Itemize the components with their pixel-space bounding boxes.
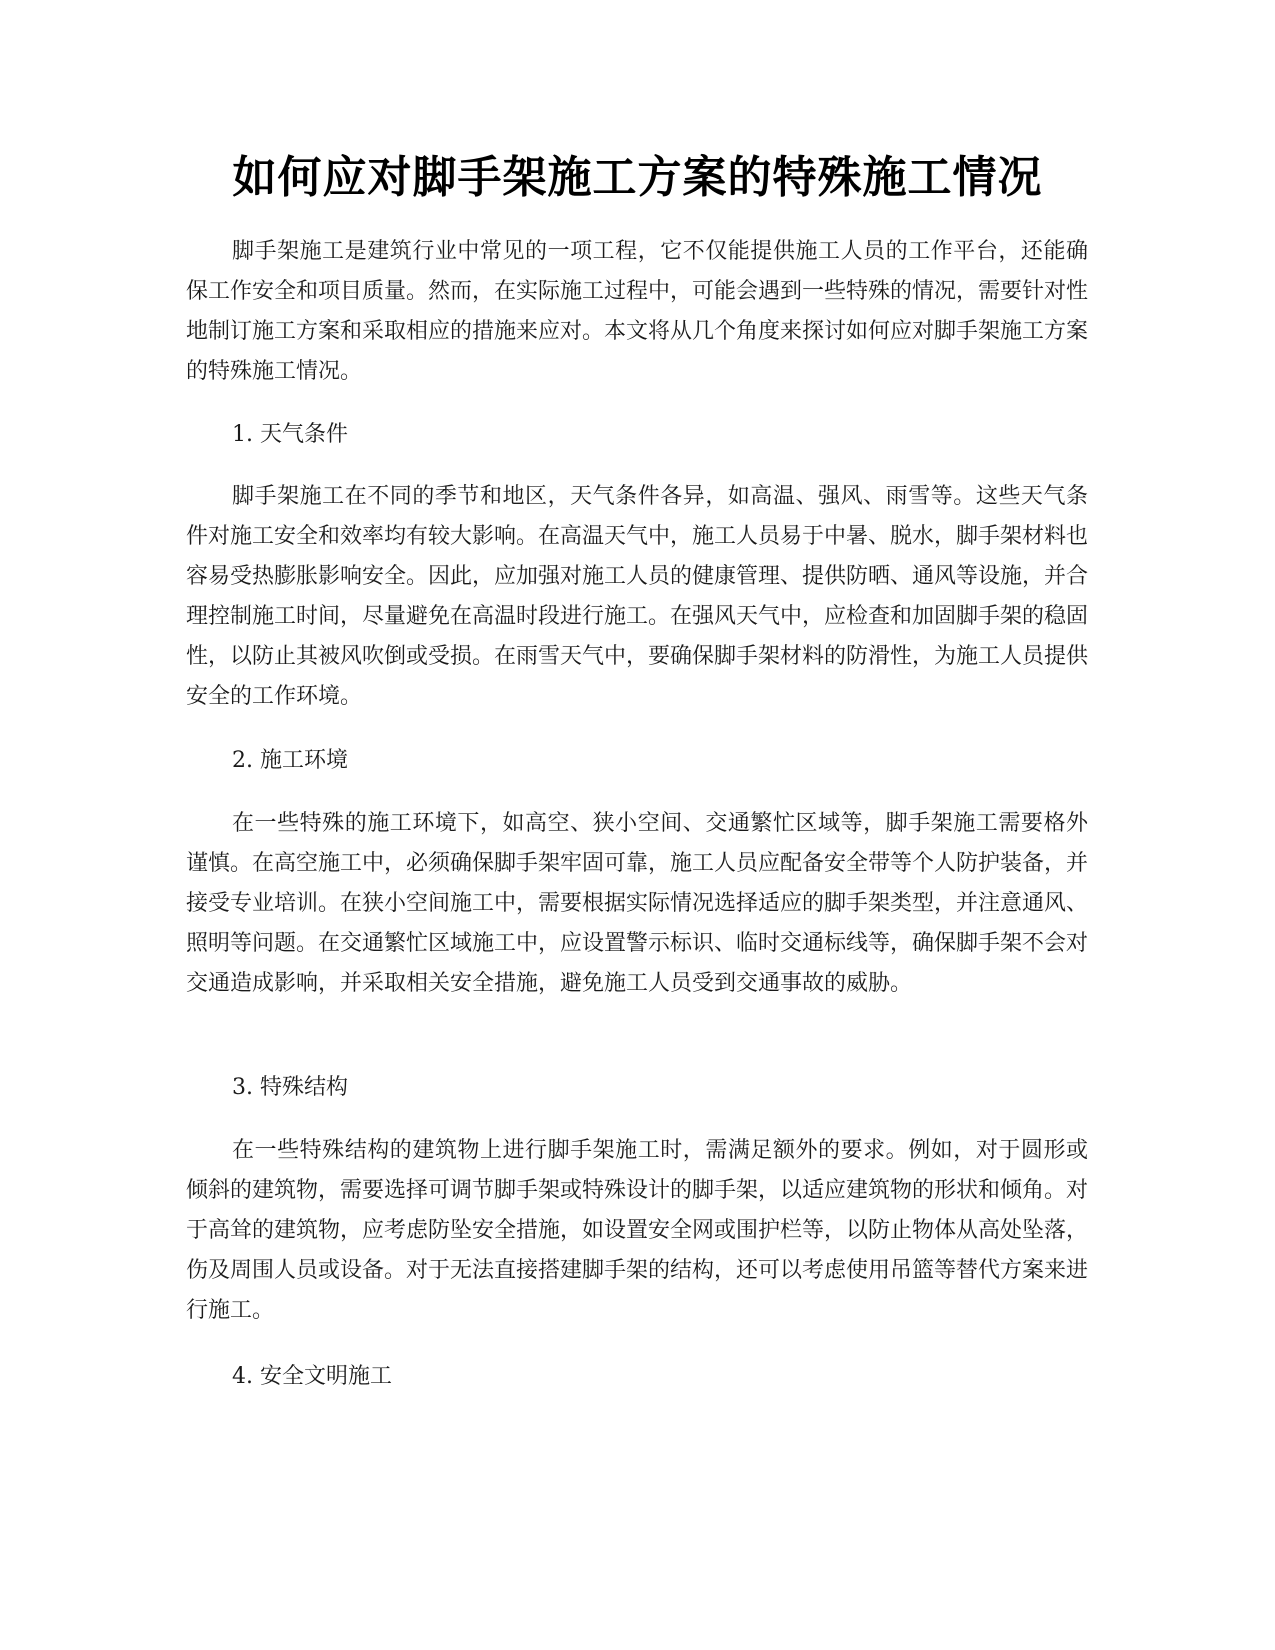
intro-paragraph: 脚手架施工是建筑行业中常见的一项工程，它不仅能提供施工人员的工作平台，还能确保工作安全和项目质量。然而，在实际施工过程中，可能会遇到一些特殊的情况，需要针对性地制订施工方案和采取相应的措施来应对。本文将从几个角度来探讨如何应对脚手架施工方案的特殊施工情况。 xyxy=(186,239,1089,384)
section-heading-structure: 3. 特殊结构 xyxy=(232,1075,348,1100)
section-body-environment: 在一些特殊的施工环境下，如高空、狭小空间、交通繁忙区域等，脚手架施工需要格外谨慎。在高空施工中，必须确保脚手架牢固可靠，施工人员应配备安全带等个人防护装备，并接受专业培训。在狭小空间施工中，需要根据实际情况选择适应的脚手架类型，并注意通风、照明等问题。在交通繁忙区域施工中，应设置警示标识、临时交通标线等，确保脚手架不会对交通造成影响，并采取相关安全措施，避免施工人员受到交通事故的威胁。 xyxy=(186,811,1089,996)
section-heading-weather: 1. 天气条件 xyxy=(232,422,348,447)
section-body-weather: 脚手架施工在不同的季节和地区，天气条件各异，如高温、强风、雨雪等。这些天气条件对施工安全和效率均有较大影响。在高温天气中，施工人员易于中暑、脱水，脚手架材料也容易受热膨胀影响安全。因此，应加强对施工人员的健康管理、提供防晒、通风等设施，并合理控制施工时间，尽量避免在高温时段进行施工。在强风天气中，应检查和加固脚手架的稳固性，以防止其被风吹倒或受损。在雨雪天气中，要确保脚手架材料的防滑性，为施工人员提供安全的工作环境。 xyxy=(186,484,1089,709)
document-title: 如何应对脚手架施工方案的特殊施工情况 xyxy=(232,152,1043,203)
section-heading-safety: 4. 安全文明施工 xyxy=(232,1364,392,1389)
section-heading-environment: 2. 施工环境 xyxy=(232,748,348,773)
section-body-structure: 在一些特殊结构的建筑物上进行脚手架施工时，需满足额外的要求。例如，对于圆形或倾斜的建筑物，需要选择可调节脚手架或特殊设计的脚手架，以适应建筑物的形状和倾角。对于高耸的建筑物，应考虑防坠安全措施，如设置安全网或围护栏等，以防止物体从高处坠落，伤及周围人员或设备。对于无法直接搭建脚手架的结构，还可以考虑使用吊篮等替代方案来进行施工。 xyxy=(186,1138,1089,1323)
